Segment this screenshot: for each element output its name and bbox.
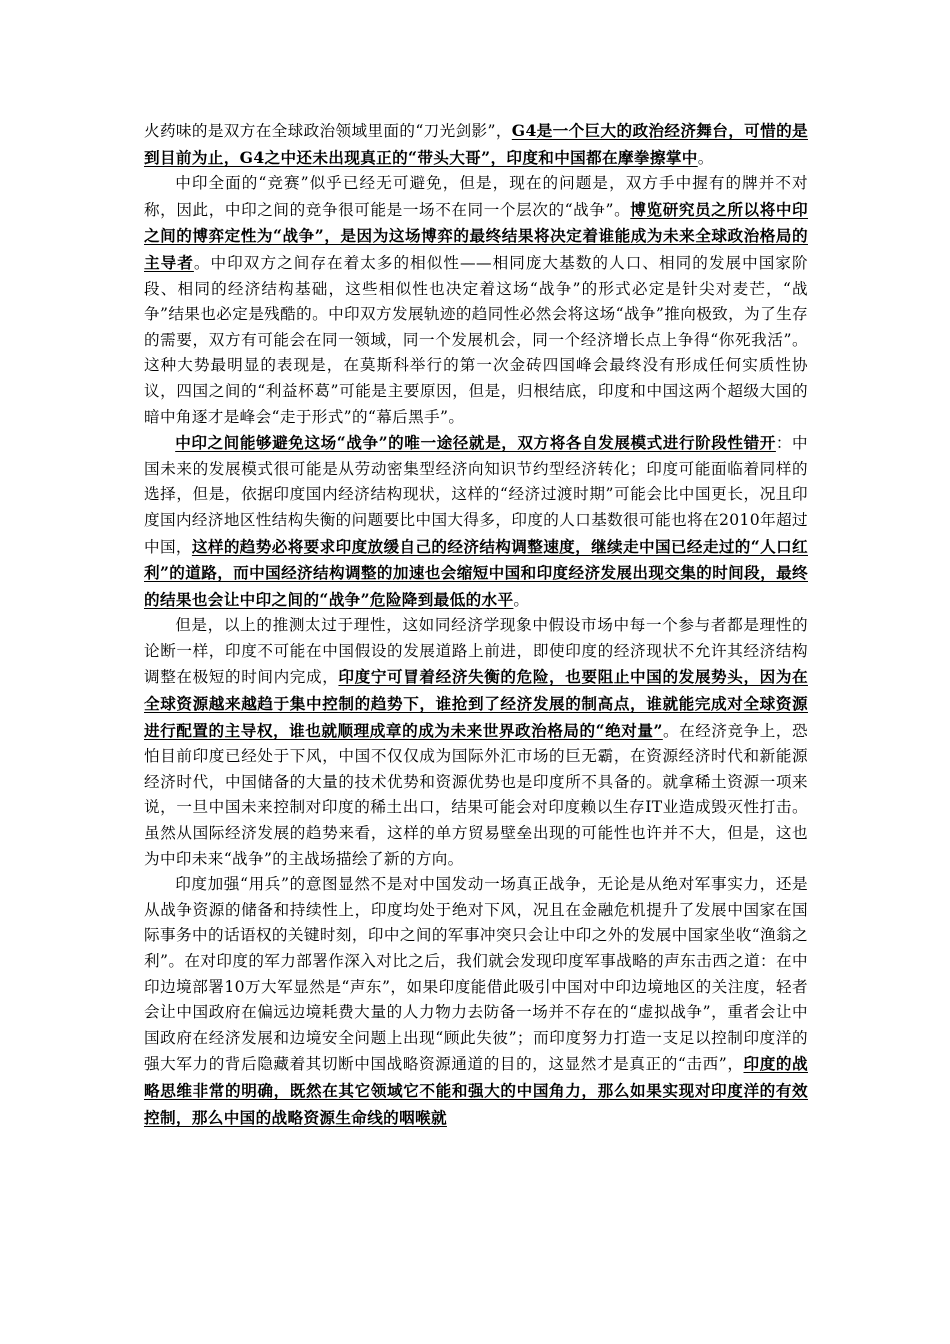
text-segment: 。在经济竞争上，恐怕目前印度已经处于下风，中国不仅仅成为国际外汇市场的巨无霸，在资源经济时代和新能源经济时代，中国储备的大量的技术优势和资源优势也是印度所不具备的。就拿稀土资源一项来说，一旦中国未来控制对印度的稀土出口，结果可能会对印度赖以生存IT业造成毁灭性打击。虽然从国际经济发展的趋势来看，这样的单方贸易壁垒出现的可能性也许并不大，但是，这也为中印未来“战争”的主战场描绘了新的方向。 bbox=[144, 721, 808, 868]
emphasized-text: 中印之间能够避免这场“战争”的唯一途径就是，双方将各自发展模式进行阶段性错开 bbox=[175, 433, 776, 453]
document-page bbox=[144, 118, 808, 1131]
text-segment: ：中国未来的发展模式很可能是从劳动密集型经济向知识节约型经济转化；印度可能面临着同样的选择，但是，依据印度国内经济结构现状，这样的“经济过渡时期”可能会比中国更长，况且印度国内经济地区性结构失衡的问题要比中国大得多，印度的人口基数很可能也将在2010年超过中国， bbox=[144, 434, 808, 556]
text-segment: 。 bbox=[697, 148, 714, 167]
emphasized-text: G4是一个巨大的政治经济舞台，可惜的是到目前为止，G4之中还未出现真正的“带头大哥”，印度和中国都在摩拳擦掌中 bbox=[144, 121, 808, 167]
paragraph-1 bbox=[144, 118, 808, 171]
text-segment: 但是，以上的推测太过于理性，这如同经济学现象中假设市场中每一个参与者都是理性的论断一样，印度不可能在中国假设的发展道路上前进，即使印度的经济现状不允许其经济结构调整在极短的时间内完成， bbox=[144, 616, 808, 687]
paragraph-2 bbox=[144, 171, 808, 430]
paragraph-5 bbox=[144, 872, 808, 1131]
emphasized-text: 这样的趋势必将要求印度放缓自己的经济结构调整速度，继续走中国已经走过的“人口红利”的道路，而中国经济结构调整的加速也会缩短中国和印度经济发展出现交集的时间段，最终的结果也会让中印之间的“战争”危险降到最低的水平 bbox=[144, 536, 808, 609]
text-segment: 印度加强“用兵”的意图显然不是对中国发动一场真正战争，无论是从绝对军事实力，还是从战争资源的储备和持续性上，印度均处于绝对下风，况且在金融危机提升了发展中国家在国际事务中的话语权的关键时刻，印中之间的军事冲突只会让中印之外的发展中国家坐收“渔翁之利”。在对印度的军力部署作深入对比之后，我们就会发现印度军事战略的声东击西之道：在中印边境部署10万大军显然是“声东”，如果印度能借此吸引中国对中印边境地区的关注度，轻者会让中国政府在偏远边境耗费大量的人力物力去防备一场并不存在的“虚拟战争”，重者会让中国政府在经济发展和边境安全问题上出现“顾此失彼”；而印度努力打造一支足以控制印度洋的强大军力的背后隐藏着其切断中国战略资源通道的目的，这显然才是真正的“击西”， bbox=[144, 875, 808, 1074]
text-segment: 。 bbox=[513, 590, 530, 609]
text-segment: 。中印双方之间存在着太多的相似性——相同庞大基数的人口、相同的发展中国家阶段、相同的经济结构基础，这些相似性也决定着这场“战争”的形式必定是针尖对麦芒，“战争”结果也必定是残酷的。中印双方发展轨迹的趋同性必然会将这场“战争”推向极致，为了生存的需要，双方有可能会在同一领域，同一个发展机会，同一个经济增长点上争得“你死我活”。这种大势最明显的表现是，在莫斯科举行的第一次金砖四国峰会最终没有形成任何实质性协议，四国之间的“利益杯葛”可能是主要原因，但是，归根结底，印度和中国这两个超级大国的暗中角逐才是峰会“走于形式”的“幕后黑手”。 bbox=[144, 253, 808, 426]
emphasized-text: 印度的战略思维非常的明确，既然在其它领域它不能和强大的中国角力，那么如果实现对印度洋的有效控制，那么中国的战略资源生命线的咽喉就 bbox=[144, 1054, 808, 1127]
emphasized-text: 博览研究员之所以将中印之间的博弈定性为“战争”，是因为这场博弈的最终结果将决定着谁能成为未来全球政治格局的主导者 bbox=[144, 199, 809, 272]
text-segment: 火药味的是双方在全球政治领域里面的“刀光剑影”， bbox=[144, 122, 512, 140]
paragraph-3 bbox=[144, 430, 808, 613]
emphasized-text: 印度宁可冒着经济失衡的危险，也要阻止中国的发展势头，因为在全球资源越来越趋于集中控制的趋势下，谁抢到了经济发展的制高点，谁就能完成对全球资源进行配置的主导权，谁也就顺理成章的成为未来世界政治格局的“绝对量” bbox=[144, 667, 808, 740]
paragraph-4 bbox=[144, 613, 808, 872]
text-segment: 中印全面的“竞赛”似乎已经无可避免，但是，现在的问题是，双方手中握有的牌并不对称，因此，中印之间的竞争很可能是一场不在同一个层次的“战争”。 bbox=[144, 174, 808, 219]
